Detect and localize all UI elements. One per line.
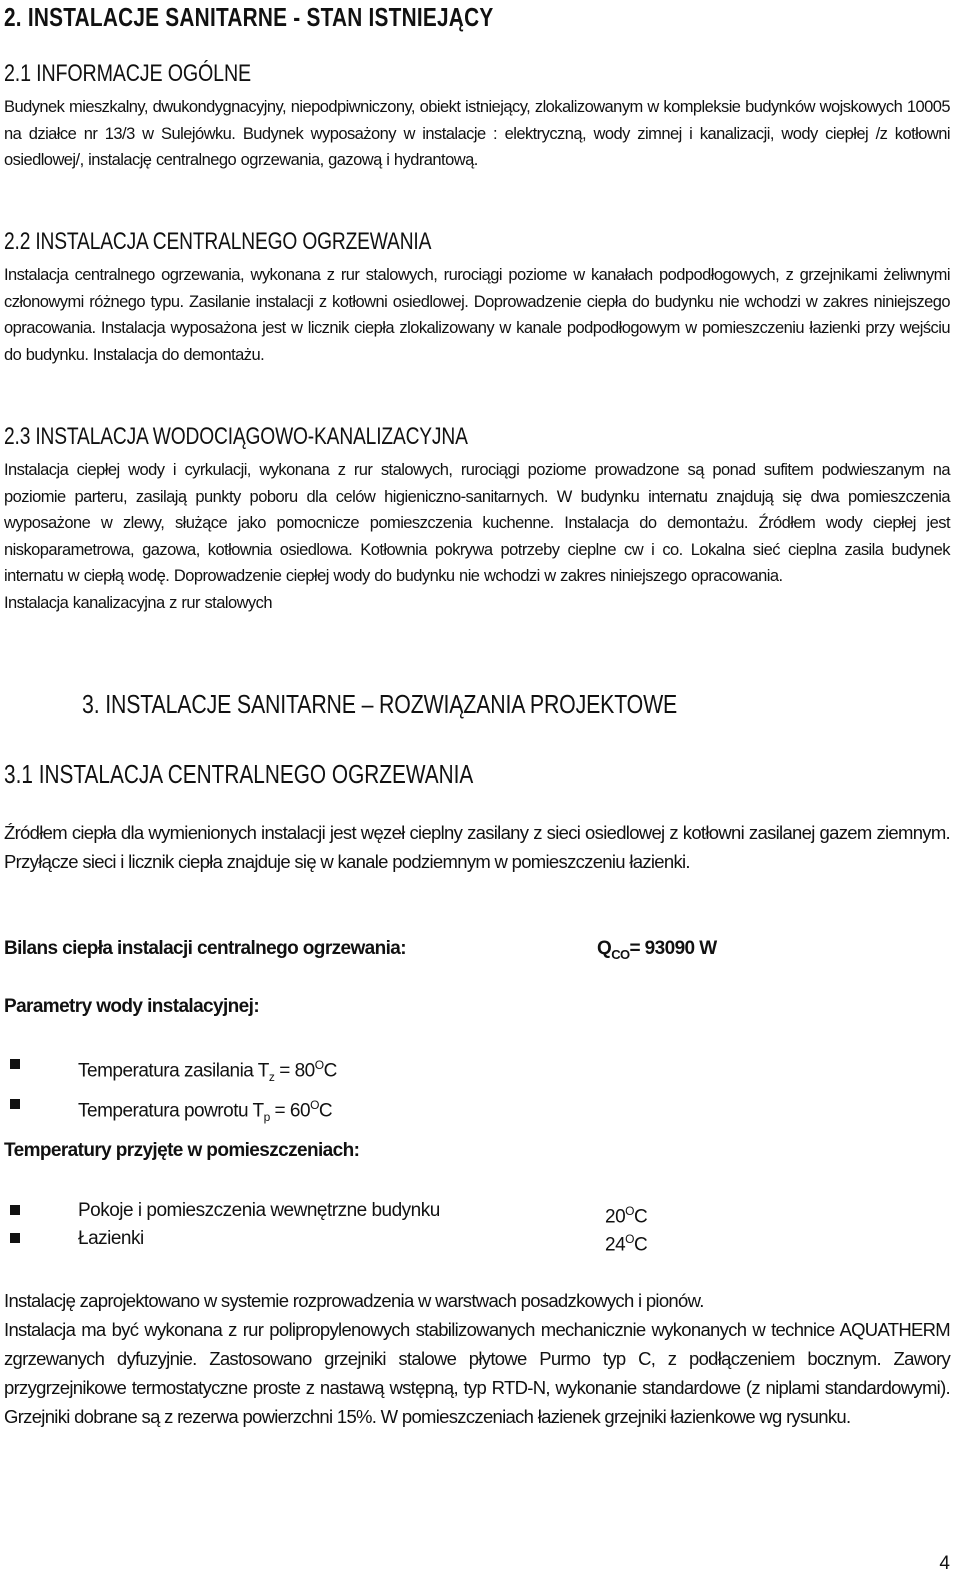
section-3-heading — [82, 690, 950, 718]
list-item: Temperatura zasilania $T_z = 80^OC$ — [4, 1051, 950, 1091]
section-2-heading — [4, 2, 950, 32]
section-3-1-final-2: Instalacja ma być wykonana z rur polipropylenowych stabilizowanych mechanicznie wykonanych w technice AQUATHERM zgrzewanych dyfuzyjnie. Zastosowano grzejniki stalowe płytowe Purmo typ C, z podłączeniem bocznym. Zawory przygrzejnikowe termostatyczne proste z nastawą wstępną, typ RTD-N, wykonanie standardowe (z niplami standardowymi). Grzejniki dobrane są z rezerwa powierzchni 15%. W pomieszczeniach łazienek grzejniki łazienkowe wg rysunku. — [4, 1319, 950, 1427]
section-2-2 — [4, 228, 950, 368]
section-2-1-text: Budynek mieszkalny, dwukondygnacyjny, niepodpiwniczony, obiekt istniejący, zlokalizowanym w kompleksie budynków wojskowych 10005 na działce nr 13/3 w Sulejówku. Budynek wyposażony w instalacje : elektryczną, wody zimnej i kanalizacji, wody ciepłej /z kotłowni osiedlowej/, instalację centralnego ogrzewania, gazową i hydrantową. — [4, 98, 950, 169]
water-params-heading — [4, 996, 950, 1018]
room-temp-value: $20^OC$ — [605, 1204, 648, 1228]
section-2-3-title: 2.3 INSTALACJA WODOCIĄGOWO-KANALIZACYJNA — [4, 423, 468, 450]
list-item: Łazienki $24^OC$ — [4, 1225, 950, 1253]
section-2-1-title: 2.1 INFORMACJE OGÓLNE — [4, 60, 251, 87]
section-2-3-text-last: Instalacja kanalizacyjna z rur stalowych — [4, 593, 272, 612]
section-2-3-text: Instalacja ciepłej wody i cyrkulacji, wykonana z rur stalowych, rurociągi poziome prowadzone są ponad sufitem podwieszanym na poziomie parteru, zasilają punkty poboru dla celów higieniczno-sanitarnych. W budynku internatu znajdują się dwa pomieszczenia wyposażone w zlewy, służące jako pomocnicze pomieszczenia kuchenne. Instalacja do demontażu. Źródłem wody ciepłej jest niskoparametrowa, gazowa, kotłownia osiedlowa. Kotłownia pokrywa potrzeby cieplne cw i co. Lokalna sieć cieplna zasila budynek internatu w ciepłą wodę. Doprowadzenie ciepłej wody do budynku nie wchodzi w zakres niniejszego opracowania. — [4, 461, 950, 585]
room-temps-list — [4, 1197, 950, 1256]
list-item: Temperatura powrotu $T_p = 60^OC$ — [4, 1091, 950, 1131]
section-2-3 — [4, 423, 950, 616]
room-temps-heading — [4, 1140, 950, 1162]
section-3-1-intro-text: Źródłem ciepła dla wymienionych instalacji jest węzeł cieplny zasilany z sieci osiedlowej z kotłowni zasilanej gazem ziemnym. Przyłącze sieci i licznik ciepła znajduje się w kanale podziemnym w pomieszczeniu łazienki. — [4, 822, 950, 872]
page-number: 4 — [939, 1553, 950, 1574]
water-params-list — [4, 1051, 950, 1131]
section-3-1-intro — [4, 818, 950, 876]
room-temps-label: Temperatury przyjęte w pomieszczeniach: — [4, 1140, 360, 1161]
heat-balance-label: Bilans ciepła instalacji centralnego ogrzewania: — [4, 938, 407, 959]
heat-balance-value: $Q_{CO}= 93090$ W — [597, 938, 717, 962]
water-params-label: Parametry wody instalacyjnej: — [4, 996, 260, 1017]
section-3-1-final — [4, 1286, 950, 1431]
heat-balance-row — [4, 938, 950, 960]
section-2-title: 2. INSTALACJE SANITARNE - STAN ISTNIEJĄCY — [4, 2, 494, 32]
room-temp-value: $24^OC$ — [605, 1232, 648, 1256]
section-3-title: 3. INSTALACJE SANITARNE – ROZWIĄZANIA PROJEKTOWE — [82, 689, 678, 719]
section-2-1 — [4, 60, 950, 174]
section-3-1-final-1: Instalację zaprojektowano w systemie rozprowadzenia w warstwach posadzkowych i pionów. — [4, 1290, 704, 1311]
section-2-2-title: 2.2 INSTALACJA CENTRALNEGO OGRZEWANIA — [4, 228, 432, 255]
section-2-2-text: Instalacja centralnego ogrzewania, wykonana z rur stalowych, rurociągi poziome w kanałach podpodłogowych, z grzejnikami żeliwnymi członowymi różnego typu. Zasilanie instalacji z kotłowni osiedlowej. Doprowadzenie ciepła do budynku nie wchodzi w zakres niniejszego opracowania. Instalacja wyposażona jest w licznik ciepła zlokalizowany w kanale podpodłogowym w pomieszczeniu łazienki przy wejściu do budynku. Instalacja do demontażu. — [4, 266, 950, 364]
section-3-1-title: 3.1 INSTALACJA CENTRALNEGO OGRZEWANIA — [4, 759, 474, 789]
list-item: Pokoje i pomieszczenia wewnętrzne budynku $20^OC$ — [4, 1197, 950, 1225]
section-3-1-heading — [4, 760, 950, 788]
